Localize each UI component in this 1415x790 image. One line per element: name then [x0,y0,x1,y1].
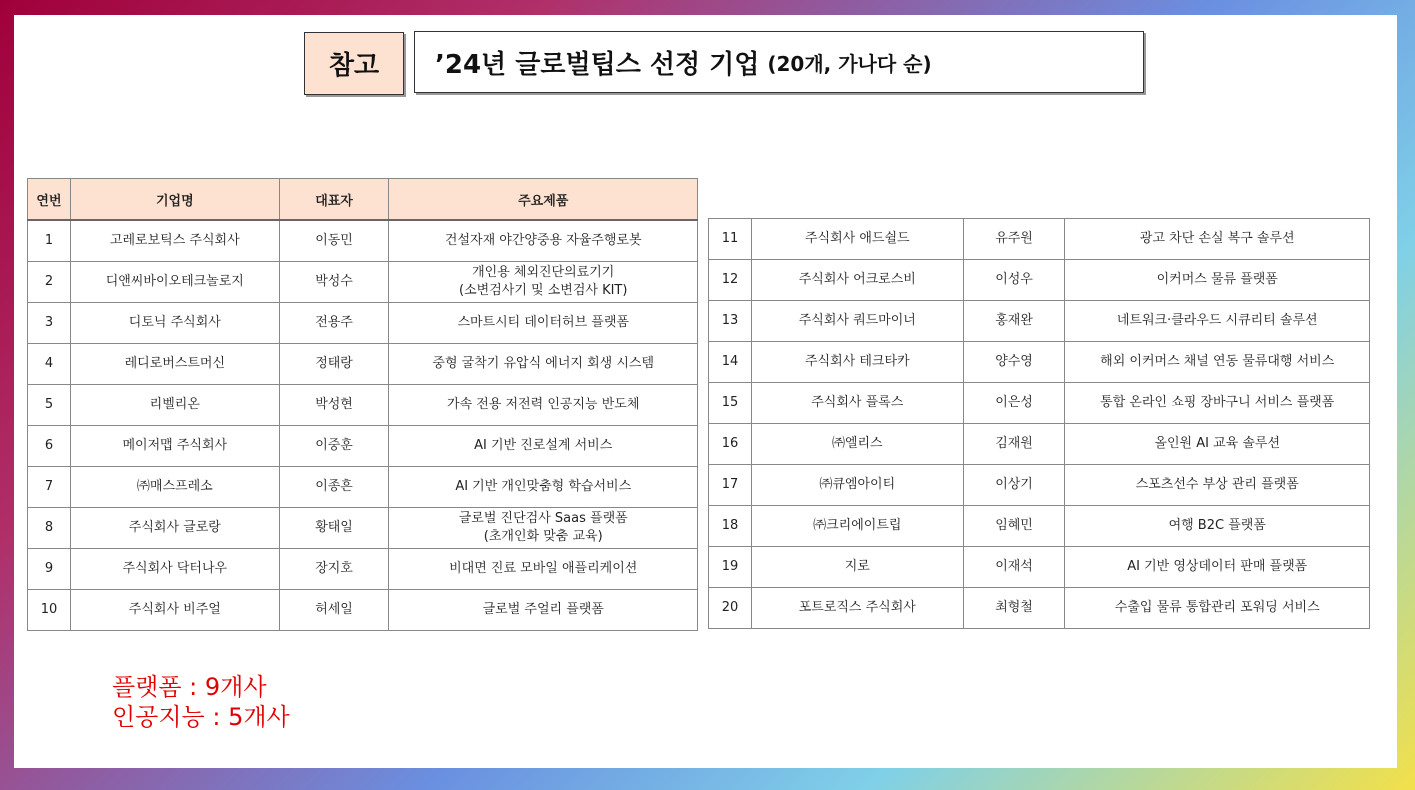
cell-product: 글로벌 주얼리 플랫폼 [389,590,698,631]
table-row [709,588,1370,629]
table-row [709,260,1370,301]
title-main: ’24년 글로벌팁스 선정 기업 [435,49,760,80]
table-row [709,547,1370,588]
cell-ceo: 이은성 [963,383,1065,424]
company-table-right [708,218,1370,629]
header-ceo: 대표자 [279,179,389,221]
table-row [28,385,698,426]
cell-ceo: 황태일 [279,508,389,549]
table-row [709,219,1370,260]
cell-company: 디토닉 주식회사 [70,303,279,344]
cell-product: 스마트시티 데이터허브 플랫폼 [389,303,698,344]
cell-no: 13 [709,301,752,342]
cell-no: 1 [28,220,71,262]
table-header-row [28,179,698,221]
cell-product: 수출입 물류 통합관리 포워딩 서비스 [1065,588,1370,629]
company-table-left [27,178,698,631]
cell-no: 11 [709,219,752,260]
note-ai: 인공지능 : 5개사 [112,703,290,731]
header-no: 연번 [28,179,71,221]
cell-product: 해외 이커머스 채널 연동 물류대행 서비스 [1065,342,1370,383]
table-row [28,303,698,344]
cell-company: 리벨리온 [70,385,279,426]
cell-company: 주식회사 플록스 [751,383,963,424]
cell-no: 15 [709,383,752,424]
header-product: 주요제품 [389,179,698,221]
cell-ceo: 이동민 [279,220,389,262]
cell-product: 광고 차단 손실 복구 솔루션 [1065,219,1370,260]
cell-ceo: 이성우 [963,260,1065,301]
cell-ceo: 이재석 [963,547,1065,588]
cell-no: 8 [28,508,71,549]
page-title [414,31,1144,93]
cell-company: 레디로버스트머신 [70,344,279,385]
cell-no: 4 [28,344,71,385]
cell-ceo: 임혜민 [963,506,1065,547]
cell-ceo: 유주원 [963,219,1065,260]
table-row [709,301,1370,342]
cell-no: 9 [28,549,71,590]
cell-product: 개인용 체외진단의료기기 (소변검사기 및 소변검사 KIT) [389,262,698,303]
cell-company: ㈜크리에이트립 [751,506,963,547]
table-row [709,342,1370,383]
cell-product: AI 기반 개인맞춤형 학습서비스 [389,467,698,508]
cell-company: ㈜엘리스 [751,424,963,465]
cell-company: 주식회사 쿼드마이너 [751,301,963,342]
cell-ceo: 박성현 [279,385,389,426]
cell-company: 지로 [751,547,963,588]
cell-no: 5 [28,385,71,426]
cell-product: 여행 B2C 플랫폼 [1065,506,1370,547]
cell-no: 14 [709,342,752,383]
cell-product: 비대면 진료 모바일 애플리케이션 [389,549,698,590]
cell-no: 16 [709,424,752,465]
cell-ceo: 양수영 [963,342,1065,383]
table-row [28,426,698,467]
cell-company: 메이저맵 주식회사 [70,426,279,467]
note-platform: 플랫폼 : 9개사 [112,673,267,701]
cell-company: 주식회사 테크타카 [751,342,963,383]
cell-company: 주식회사 글로랑 [70,508,279,549]
table-row [709,506,1370,547]
document-sheet [14,15,1397,768]
cell-no: 18 [709,506,752,547]
cell-company: 주식회사 닥터나우 [70,549,279,590]
cell-ceo: 김재원 [963,424,1065,465]
table-row [709,465,1370,506]
cell-company: ㈜매스프레소 [70,467,279,508]
cell-ceo: 이종흔 [279,467,389,508]
cell-company: 주식회사 어크로스비 [751,260,963,301]
cell-product: 글로벌 진단검사 Saas 플랫폼 (초개인화 맞춤 교육) [389,508,698,549]
table-row [709,424,1370,465]
cell-company: 주식회사 비주얼 [70,590,279,631]
cell-company: 포트로직스 주식회사 [751,588,963,629]
cell-ceo: 정태랑 [279,344,389,385]
cell-ceo: 이중훈 [279,426,389,467]
cell-no: 7 [28,467,71,508]
cell-company: 고레로보틱스 주식회사 [70,220,279,262]
table-row [28,590,698,631]
cell-company: 디앤씨바이오테크놀로지 [70,262,279,303]
cell-ceo: 장지호 [279,549,389,590]
cell-product: 통합 온라인 쇼핑 장바구니 서비스 플랫폼 [1065,383,1370,424]
cell-ceo: 전용주 [279,303,389,344]
cell-company: 주식회사 애드쉴드 [751,219,963,260]
cell-no: 2 [28,262,71,303]
cell-ceo: 홍재완 [963,301,1065,342]
table-row [28,344,698,385]
cell-product: 가속 전용 저전력 인공지능 반도체 [389,385,698,426]
summary-notes [112,672,290,732]
cell-no: 12 [709,260,752,301]
cell-no: 6 [28,426,71,467]
cell-no: 10 [28,590,71,631]
cell-no: 20 [709,588,752,629]
cell-company: ㈜큐엠아이티 [751,465,963,506]
title-sub: (20개, 가나다 순) [767,51,932,76]
cell-product: 올인원 AI 교육 솔루션 [1065,424,1370,465]
cell-product: 건설자재 야간양중용 자율주행로봇 [389,220,698,262]
cell-no: 3 [28,303,71,344]
cell-product: 이커머스 물류 플랫폼 [1065,260,1370,301]
table-row [28,549,698,590]
cell-product: AI 기반 영상데이터 판매 플랫폼 [1065,547,1370,588]
table-row [28,220,698,262]
cell-ceo: 허세일 [279,590,389,631]
cell-ceo: 박성수 [279,262,389,303]
header-company: 기업명 [70,179,279,221]
cell-product: 스포츠선수 부상 관리 플랫폼 [1065,465,1370,506]
cell-no: 17 [709,465,752,506]
table-row [28,508,698,549]
table-row [709,383,1370,424]
cell-no: 19 [709,547,752,588]
cell-ceo: 최형철 [963,588,1065,629]
cell-product: 중형 굴착기 유압식 에너지 회생 시스템 [389,344,698,385]
reference-tag: 참고 [304,32,404,95]
table-row [28,262,698,303]
cell-product: 네트워크·클라우드 시큐리티 솔루션 [1065,301,1370,342]
cell-ceo: 이상기 [963,465,1065,506]
cell-product: AI 기반 진로설계 서비스 [389,426,698,467]
table-row [28,467,698,508]
